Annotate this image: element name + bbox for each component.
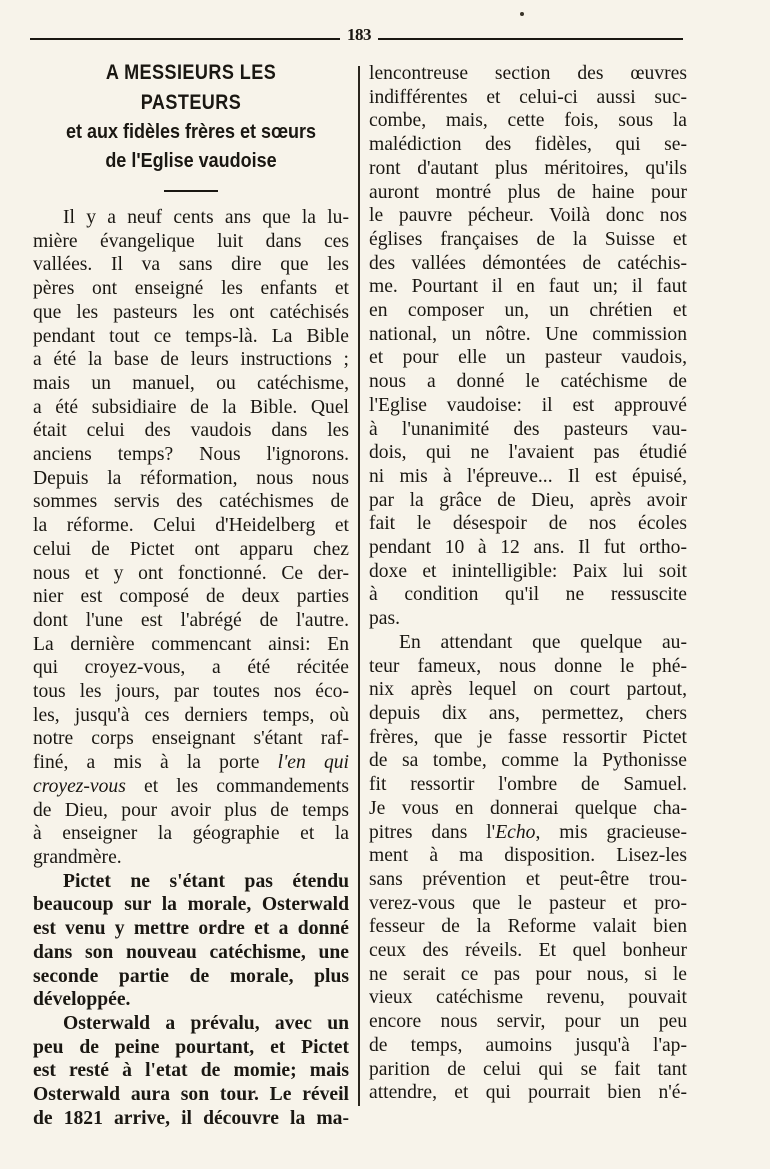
- text-line: Osterwald a prévalu, avec un: [63, 1012, 349, 1034]
- text-line: est venu y mettre ordre et a donné: [33, 918, 349, 940]
- text-line: dont l'une est l'abrégé de l'autre.: [33, 609, 349, 631]
- text-line: ne serait ce pas pour nous, si le: [369, 963, 687, 985]
- text-line: de 1821 arrive, il découvre la ma-: [33, 1107, 349, 1129]
- text-line: celui de Pictet ont apparu chez: [33, 538, 349, 560]
- text-line: vallées. Il va sans dire que les: [33, 254, 349, 276]
- heading-line-1: A MESSIEURS LES PASTEURS: [105, 61, 277, 114]
- text-line: pas.: [369, 608, 401, 630]
- text-line: nous et y ont fonctionné. Ce der-: [33, 562, 349, 584]
- text-line: dans son nouveau catéchisme, une: [33, 941, 349, 963]
- text-line: par la grâce de Dieu, après avoir: [369, 489, 687, 511]
- text-line: qui croyez-vous, a été récitée: [33, 657, 349, 679]
- text-line: nix après lequel on court partout,: [369, 679, 687, 701]
- text-line: malédiction des fidèles, qui se-: [369, 134, 687, 156]
- text-line: ni mis à l'épreuve... Il est épuisé,: [369, 465, 687, 487]
- italic-phrase: croyez-vous: [33, 775, 126, 797]
- text-line: finé, a mis à la porte l'en qui: [33, 752, 349, 774]
- text-line: encore nous servir, pour un peu: [369, 1011, 687, 1033]
- text-line: à l'unanimité des pasteurs vau-: [369, 418, 687, 440]
- text-line: La dernière commencant ainsi: En: [33, 633, 349, 655]
- text-line: anciens temps? Nous l'ignorons.: [33, 444, 349, 466]
- text-line: le pauvre pécheur. Voilà donc nos: [369, 205, 687, 227]
- text-line: fit ressortir l'ombre de Samuel.: [369, 774, 687, 796]
- text-line: fait le désespoir de nos écoles: [369, 513, 687, 535]
- text-line: peu de peine pourtant, et Pictet: [33, 1036, 349, 1058]
- text-line: seconde partie de morale, plus: [33, 965, 349, 987]
- left-column-body: [33, 206, 349, 1130]
- text-line: doxe et inintelligible: Paix lui soit: [369, 560, 687, 582]
- text-line: parition de celui qui se fait tant: [369, 1058, 687, 1080]
- text-line: me. Pourtant il en faut un; il faut: [369, 276, 687, 298]
- article-heading: [33, 58, 349, 176]
- text-line: la réforme. Celui d'Heidelberg et: [33, 515, 349, 537]
- text-line: pendant 10 à 12 ans. Il fut ortho-: [369, 537, 687, 559]
- text-line: de sa tombe, comme la Pythonisse: [369, 750, 687, 772]
- text-line: les, jusqu'à ces derniers temps, où: [33, 704, 349, 726]
- text-line: vieux catéchisme revenu, pouvait: [369, 987, 687, 1009]
- column-divider: [358, 66, 360, 1106]
- text-line: tous les jours, par toutes nos éco-: [33, 681, 349, 703]
- text-line: combe, mais, cette fois, sous la: [369, 110, 687, 132]
- left-column: [33, 58, 349, 1130]
- text-line: fesseur de la Reforme valait bien: [369, 916, 687, 938]
- text-line: frères, que je fasse ressortir Pictet: [369, 726, 687, 748]
- text-line: national, un nôtre. Une commission: [369, 323, 687, 345]
- text-line: depuis dix ans, permettez, chers: [369, 702, 687, 724]
- page-number: 183: [347, 25, 371, 44]
- header-rule-right: [378, 38, 683, 40]
- text-line: Depuis la réformation, nous nous: [33, 467, 349, 489]
- text-line: de temps, aumoins jusqu'à l'ap-: [369, 1034, 687, 1056]
- text-line: développée.: [33, 989, 131, 1011]
- text-line: auront montré plus de haine pour: [369, 181, 687, 203]
- text-line: Il y a neuf cents ans que la lu-: [63, 207, 349, 228]
- text-line: sans prévention et peut-être trou-: [369, 868, 687, 890]
- text-line: attendre, et qui pourrait bien n'é-: [369, 1082, 687, 1104]
- text-line: Je vous en donnerai quelque cha-: [369, 797, 687, 819]
- text-line: indifférentes et celui-ci aussi suc-: [369, 86, 687, 108]
- text-line: en composer un, un chrétien et: [369, 300, 687, 322]
- text-line: ment à ma disposition. Lisez-les: [369, 845, 687, 867]
- heading-line-3: de l'Eglise vaudoise: [105, 150, 277, 172]
- heading-line-2: et aux fidèles frères et sœurs: [65, 121, 317, 143]
- text-line: nous a donné le catéchisme de: [369, 371, 687, 393]
- text-line: à condition qu'il ne ressuscite: [369, 584, 687, 606]
- text-line: croyez-vous et les commandements: [33, 775, 349, 797]
- text-line: lencontreuse section des œuvres: [369, 63, 687, 84]
- text-line: teur fameux, nous donne le phé-: [369, 655, 687, 677]
- text-line: En attendant que quelque au-: [399, 631, 687, 653]
- italic-word: Echo: [495, 821, 536, 843]
- text-line: a été la base de leurs instructions ;: [33, 349, 349, 371]
- text-line: notre corps enseignant s'étant raf-: [33, 728, 349, 750]
- text-line: grandmère.: [33, 846, 122, 868]
- text-line: mière évangelique luit dans ces: [33, 230, 349, 252]
- text-line: et pour elle un pasteur vaudois,: [369, 347, 687, 369]
- text-line: était celui des vaudois dans les: [33, 420, 349, 442]
- text-line: sommes servis des catéchismes de: [33, 491, 349, 513]
- italic-phrase: l'en qui: [277, 752, 349, 774]
- text-line: à enseigner la géographie et la: [33, 823, 349, 845]
- text-line: pères ont enseigné les enfants et: [33, 278, 349, 300]
- text-line: Pictet ne s'étant pas étendu: [63, 870, 349, 892]
- right-column: [369, 62, 687, 1105]
- text-line: beaucoup sur la morale, Osterwald: [33, 894, 349, 916]
- heading-separator: [164, 190, 218, 192]
- text-line: pitres dans l'Echo, mis gracieuse-: [369, 821, 687, 843]
- text-line: verez-vous que le pasteur et pro-: [369, 892, 687, 914]
- speck-mark: [520, 12, 524, 16]
- text-line: ceux des réveils. Et quel bonheur: [369, 940, 687, 962]
- text-line: a été subsidiaire de la Bible. Quel: [33, 396, 349, 418]
- text-line: dois, qui ne l'avaient pas étudié: [369, 442, 687, 464]
- text-line: pendant tout ce temps-là. La Bible: [33, 325, 349, 347]
- text-line: Osterwald aura son tour. Le réveil: [33, 1084, 349, 1106]
- text-line: est resté à l'etat de momie; mais: [33, 1060, 349, 1082]
- text-line: mais un manuel, ou catéchisme,: [33, 372, 349, 394]
- text-line: églises françaises de la Suisse et: [369, 228, 687, 250]
- header-rule-left: [30, 38, 340, 40]
- text-line: que les pasteurs les ont catéchisés: [33, 301, 349, 323]
- text-line: ront d'autant plus méritoires, qu'ils: [369, 157, 687, 179]
- right-column-body: [369, 62, 687, 1105]
- text-line: des vallées démontées de catéchis-: [369, 252, 687, 274]
- text-line: nier est composé de deux parties: [33, 586, 349, 608]
- text-line: de Dieu, pour avoir plus de temps: [33, 799, 349, 821]
- text-line: l'Eglise vaudoise: il est approuvé: [369, 394, 687, 416]
